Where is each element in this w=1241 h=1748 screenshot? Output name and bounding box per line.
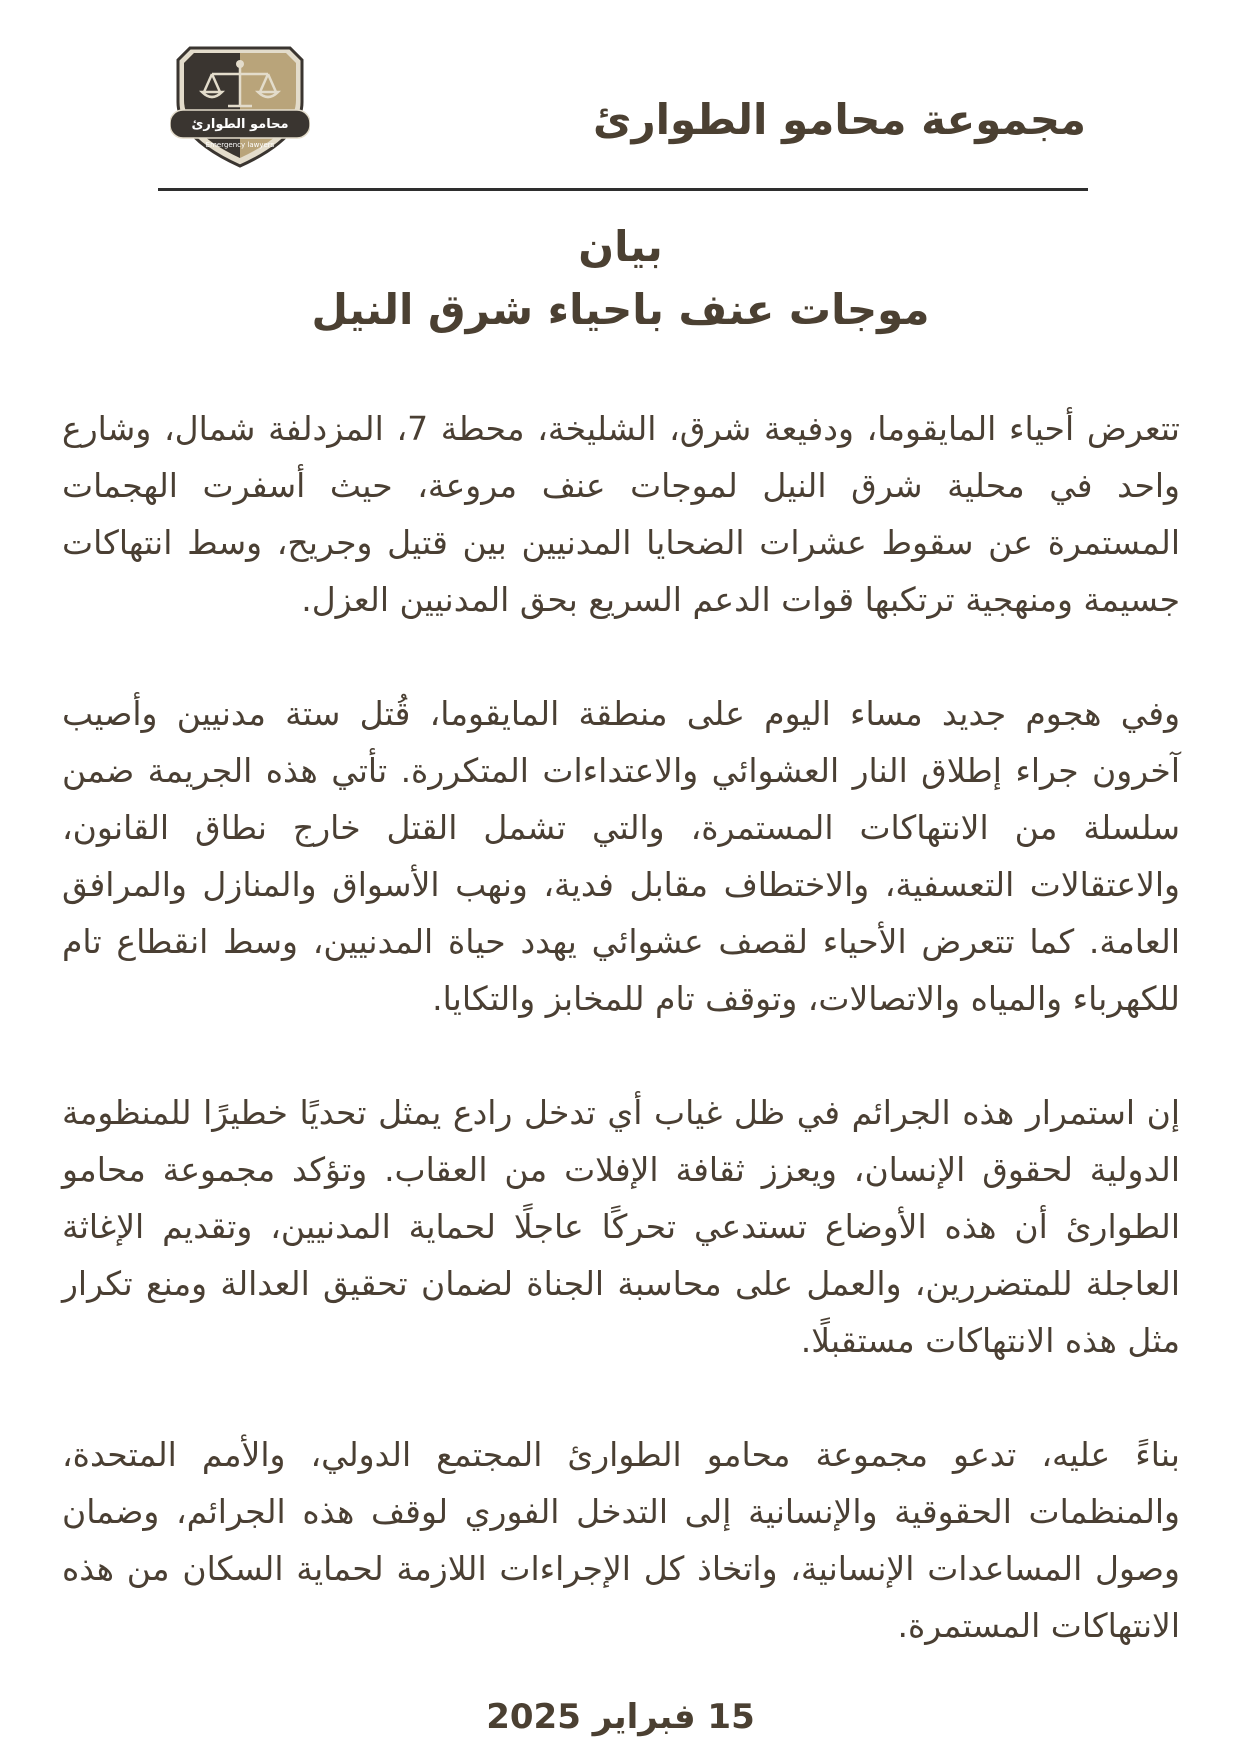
statement-body	[62, 400, 1180, 1711]
scales-of-justice-shield-logo	[170, 40, 310, 170]
paragraph-3: إن استمرار هذه الجرائم في ظل غياب أي تدخل رادع يمثل تحديًا خطيرًا للمنظومة الدولية لحقوق الإنسان، ويعزز ثقافة الإفلات من العقاب. وتؤكد مجموعة محامو الطوارئ أن هذه الأوضاع تستدعي تحركًا عاجلًا لحماية المدنيين، وتقديم الإغاثة العاجلة للمتضررين، والعمل على محاسبة الجناة لضمان تحقيق العدالة ومنع تكرار مثل هذه الانتهاكات مستقبلًا.	[62, 1093, 1180, 1360]
header-divider	[158, 188, 1088, 191]
logo-english-text: Emergency lawyers	[205, 141, 275, 149]
paragraph-2: وفي هجوم جديد مساء اليوم على منطقة المايقوما، قُتل ستة مدنيين وأصيب آخرون جراء إطلاق النار العشوائي والاعتداءات المتكررة. تأتي هذه الجريمة ضمن سلسلة من الانتهاكات المستمرة، والتي تشمل القتل خارج نطاق القانون، والاعتقالات التعسفية، والاختطاف مقابل فدية، ونهب الأسواق والمنازل والمرافق العامة. كما تتعرض الأحياء لقصف عشوائي يهدد حياة المدنيين، وسط انقطاع تام للكهرباء والمياه والاتصالات، وتوقف تام للمخابز والتكايا.	[62, 694, 1180, 1018]
org-name: مجموعة محامو الطوارئ	[592, 95, 1086, 144]
statement-subtitle: موجات عنف باحياء شرق النيل	[311, 285, 930, 334]
paragraph-1: تتعرض أحياء المايقوما، ودفيعة شرق، الشليخة، محطة 7، المزدلفة شمال، وشارع واحد في محلية شرق النيل لموجات عنف مروعة، حيث أسفرت الهجمات المستمرة عن سقوط عشرات الضحايا المدنيين بين قتيل وجريح، وسط انتهاكات جسيمة ومنهجية ترتكبها قوات الدعم السريع بحق المدنيين العزل.	[62, 409, 1180, 619]
logo-arabic-text: محامو الطوارئ	[191, 117, 289, 132]
paragraph-4: بناءً عليه، تدعو مجموعة محامو الطوارئ المجتمع الدولي، والأمم المتحدة، والمنظمات الحقوقية والإنسانية إلى التدخل الفوري لوقف هذه الجرائم، وضمان وصول المساعدات الإنسانية، واتخاذ كل الإجراءات اللازمة لحماية السكان من هذه الانتهاكات المستمرة.	[62, 1435, 1180, 1645]
statement-date: 15 فبراير 2025	[486, 1697, 755, 1737]
statement-title: بيان	[578, 222, 663, 271]
